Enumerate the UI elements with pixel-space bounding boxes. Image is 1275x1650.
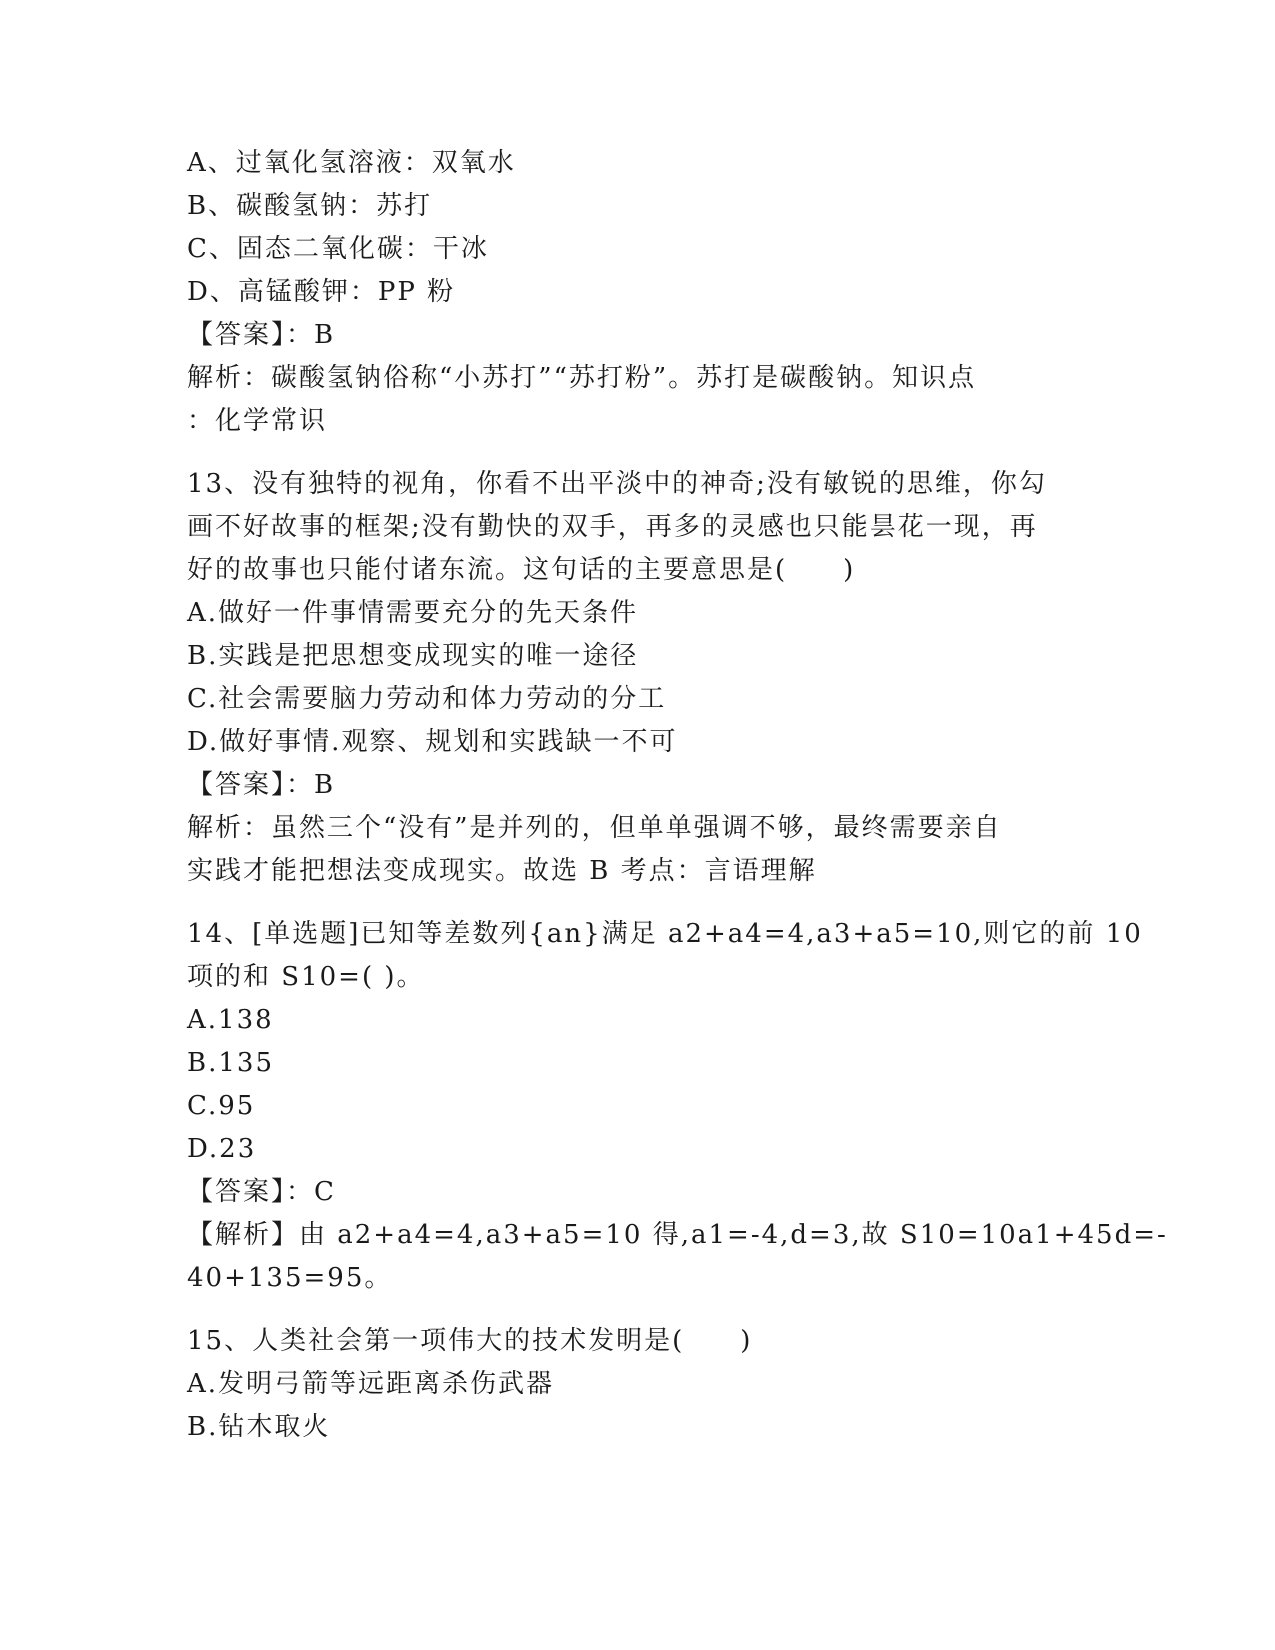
question-13: [187, 463, 1087, 893]
analysis-line: 解析：碳酸氢钠俗称“小苏打”“苏打粉”。苏打是碳酸钠。知识点: [187, 363, 977, 393]
option-c: C、固态二氧化碳：干冰: [187, 234, 489, 264]
question-15: [187, 1320, 1087, 1449]
option-b: B.135: [187, 1048, 274, 1078]
option-a: A.做好一件事情需要充分的先天条件: [187, 598, 639, 628]
question-stem-line: 13、没有独特的视角，你看不出平淡中的神奇;没有敏锐的思维，你勾: [187, 469, 1047, 499]
question-stem-line: 14、[单选题]已知等差数列{an}满足 a2+a4=4,a3+a5=10,则它的前 10: [187, 919, 1143, 949]
option-d: D.做好事情.观察、规划和实践缺一不可: [187, 727, 678, 757]
document-page: [187, 142, 1168, 1449]
option-c: C.95: [187, 1091, 256, 1121]
analysis-line: 40+135=95。: [187, 1263, 393, 1293]
option-d: D.23: [187, 1134, 257, 1164]
answer: 【答案】：B: [187, 770, 336, 800]
option-b: B.实践是把思想变成现实的唯一途径: [187, 641, 639, 671]
answer: 【答案】：B: [187, 320, 336, 350]
analysis-line: ：化学常识: [187, 406, 328, 436]
question-12: [187, 142, 1087, 443]
option-a: A、过氧化氢溶液：双氧水: [187, 148, 516, 178]
answer: 【答案】：C: [187, 1177, 336, 1207]
option-a: A.138: [187, 1005, 274, 1035]
question-14: [187, 913, 1168, 1300]
analysis-line: 解析：虽然三个“没有”是并列的，但单单强调不够，最终需要亲自: [187, 813, 1002, 843]
question-stem-line: 画不好故事的框架;没有勤快的双手，再多的灵感也只能昙花一现，再: [187, 512, 1038, 542]
question-stem-line: 15、人类社会第一项伟大的技术发明是( ): [187, 1326, 753, 1356]
option-a: A.发明弓箭等远距离杀伤武器: [187, 1369, 555, 1399]
question-stem-line: 好的故事也只能付诸东流。这句话的主要意思是( ): [187, 555, 856, 585]
analysis-line: 【解析】由 a2+a4=4,a3+a5=10 得,a1=-4,d=3,故 S10=10a1+45d=-: [187, 1220, 1168, 1250]
option-d: D、高锰酸钾：PP 粉: [187, 277, 456, 307]
option-c: C.社会需要脑力劳动和体力劳动的分工: [187, 684, 667, 714]
analysis-line: 实践才能把想法变成现实。故选 B 考点：言语理解: [187, 856, 817, 886]
question-stem-line: 项的和 S10=( )。: [187, 962, 425, 992]
option-b: B、碳酸氢钠：苏打: [187, 191, 433, 221]
option-b: B.钻木取火: [187, 1412, 331, 1442]
